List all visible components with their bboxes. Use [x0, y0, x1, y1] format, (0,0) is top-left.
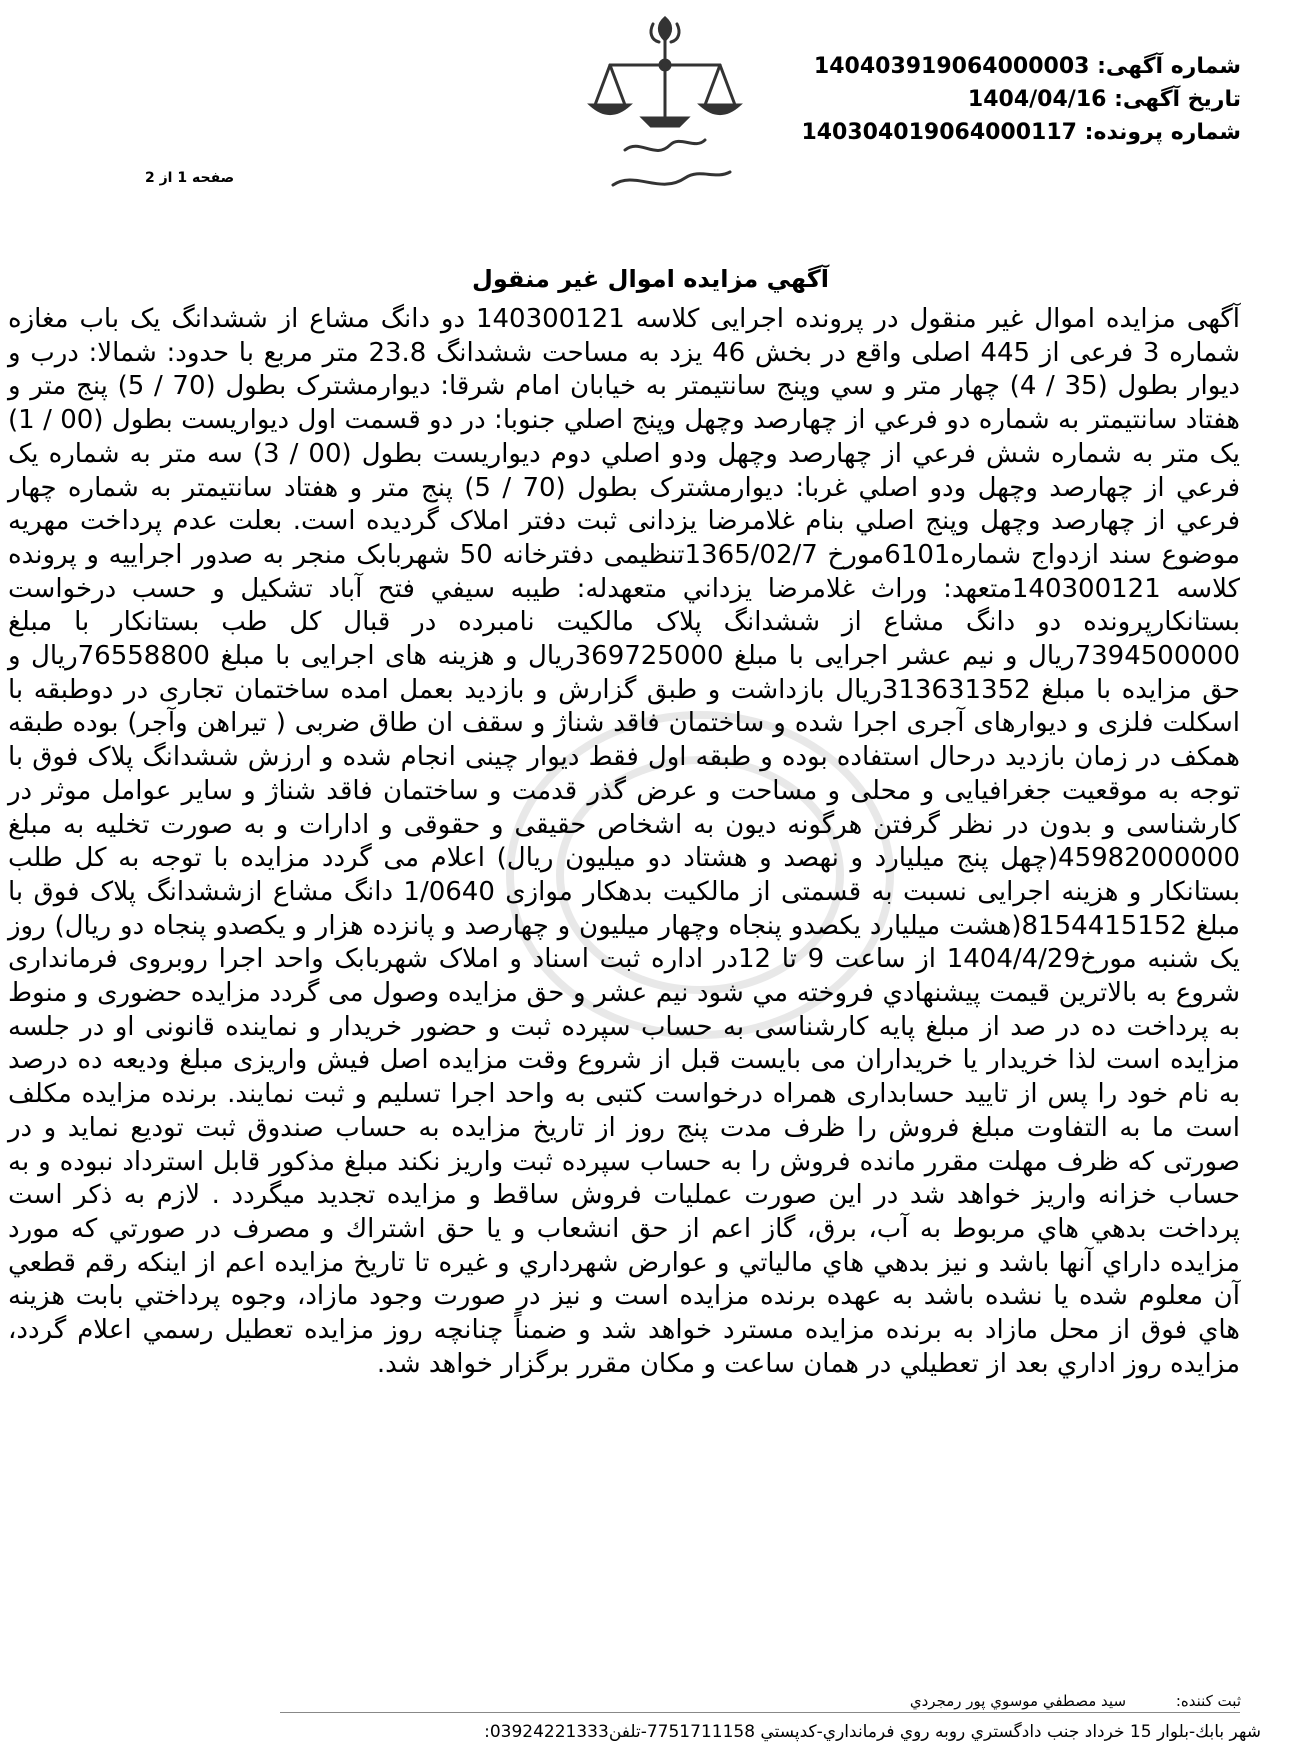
footer-address: شهر بابك-بلوار 15 خرداد جنب دادگستري روبه روي فرمانداري-كدپستي 7751711158-تلفن03924221333:	[484, 1722, 1261, 1742]
notice-number: 140403919064000003	[813, 54, 1090, 79]
notice-body: آگهی مزایده اموال غیر منقول در پرونده اجرایی کلاسه 140300121 دو دانگ مشاع از ششدانگ یک باب مغازه شماره 3 فرعی از 445 اصلی واقع در بخش 46 یزد به مساحت ششدانگ 23.8 متر مربع با حدود: شمالا: درب و دیوار بطول (35 / 4) چهار متر و سي وپنج سانتيمتر به خيابان امام شرقا: ديوارمشترک بطول (70 / 5) پنج متر و هفتاد سانتيمتر به شماره دو فرعي از چهارصد وچهل وپنج اصلي جنوبا: در دو قسمت اول ديواريست بطول (00 / 1) يک متر به شماره شش فرعي از چهارصد وچهل ودو اصلي دوم ديواريست بطول (00 / 3) سه متر به شماره يک فرعي از چهارصد وچهل ودو اصلي غربا: ديوارمشترک بطول (70 / 5) پنج متر و هفتاد سانتيمتر به شماره چهار فرعي از چهارصد وچهل وپنج اصلي بنام غلامرضا يزدانی ثبت دفتر املاک گرديده است. بعلت عدم پرداخت مهريه موضوع سند ازدواج شماره6101مورخ 1365/02/7تنظيمی دفترخانه 50 شهربابک منجر به صدور اجراييه و پرونده کلاسه 140300121متعهد: وراث غلامرضا يزداني متعهدله: طيبه سيفي فتح آباد تشکيل و حسب درخواست بستانکارپرونده دو دانگ مشاع از ششدانگ پلاک مالکيت نامبرده در قبال کل طب بستانکار با مبلغ 7394500000ريال و نيم عشر اجرايی با مبلغ 369725000ريال و هزينه های اجرايی با مبلغ 76558800ريال و حق مزايده با مبلغ 313631352ريال بازداشت و طبق گزارش و بازديد بعمل امده ساختمان تجاری در دوطبقه با اسکلت فلزی و ديوارهای آجری اجرا شده و ساختمان فاقد شناژ و سقف ان طاق ضربی ( تيراهن وآجر) بوده طبقه همکف در زمان بازديد درحال استفاده بوده و طبقه اول فقط ديوار چينی انجام شده و ارزش ششدانگ پلاک فوق با توجه به موقعيت جغرافيايی و محلی و مساحت و عرض گذر قدمت و ساختمان فاقد شناژ و ساير عوامل موثر در کارشناسی و بدون در نظر گرفتن هرگونه ديون به اشخاص حقيقی و حقوقی و ادارات و به صورت تخليه به مبلغ 45982000000(چهل پنج ميليارد و نهصد و هشتاد دو ميليون ريال) اعلام می گردد مزايده با توجه به کل طلب بستانکار و هزينه اجرايی نسبت به قسمتی از مالکيت بدهکار موازی 1/0640 دانگ مشاع ازششدانگ پلاک فوق با مبلغ 8154415152(هشت ميليارد يکصدو پنجاه وچهار ميليون و چهارصد و پانزده هزار و يکصدو پنجاه دو ريال) روز يک شنبه مورخ1404/4/29 از ساعت 9 تا 12در اداره ثبت اسناد و املاک شهربابک واحد اجرا روبروی فرمانداری شروع به بالاترين قيمت پيشنهادي فروخته مي شود نيم عشر و حق مزايده وصول می گردد مزايده حضوری و منوط به پرداخت ده در صد از مبلغ پايه کارشناسی به حساب سپرده ثبت و حضور خريدار و نماينده قانونی او در جلسه مزايده است لذا خريدار يا خريداران می بايست قبل از شروع وقت مزايده اصل فيش واريزی مبلغ وديعه ده درصد به نام خود را پس از تاييد حسابداری همراه درخواست کتبی به واحد اجرا تسليم و ثبت نمايند. برنده مزايده مکلف است ما به التفاوت مبلغ فروش را ظرف مدت پنج روز از تاريخ مزايده به حساب صندوق ثبت توديع نمايد و در صورتی که ظرف مهلت مقرر مانده فروش را به حساب سپرده ثبت واريز نکند مبلغ مذکور قابل استرداد نبوده و به حساب خزانه واريز خواهد شد در اين صورت عمليات فروش ساقط و مزايده تجديد ميگردد . لازم به ذکر است پرداخت بدهي هاي مربوط به آب، برق، گاز اعم از حق انشعاب و يا حق اشتراك و مصرف در صورتي كه مورد مزايده داراي آنها باشد و نيز بدهي هاي مالياتي و عوارض شهرداري و غيره تا تاريخ مزايده اعم از اينكه رقم قطعي آن معلوم شده يا نشده باشد به عهده برنده مزايده است و نيز در صورت وجود مازاد، وجوه پرداختي بابت هزينه هاي فوق از محل مازاد به برنده مزايده مسترد خواهد شد و ضمناً چنانچه روز مزايده تعطيل رسمي اعلام گردد، مزايده روز اداري بعد از تعطيلي در همان ساعت و مكان مقرر برگزار خواهد شد.	[8, 304, 1241, 1379]
notice-metadata	[801, 50, 1241, 149]
notice-date-label: تاریخ آگهی:	[1114, 87, 1241, 112]
registrar-name: سيد مصطفي موسوي پور رمجردي	[909, 1692, 1127, 1710]
judiciary-emblem-logo	[565, 10, 765, 225]
notice-number-label: شماره آگهی:	[1097, 54, 1241, 79]
notice-number-row	[801, 50, 1241, 83]
case-number-label: شماره پرونده:	[1084, 120, 1241, 145]
case-number-row	[801, 116, 1241, 149]
footer-divider	[280, 1712, 1240, 1713]
registrar-label: ثبت كننده:	[1175, 1692, 1241, 1710]
notice-date-row	[801, 83, 1241, 116]
document-title: آگهي مزايده اموال غير منقول	[472, 265, 829, 293]
case-number: 14030401906400011​7	[801, 120, 1077, 145]
notice-date: 1404/04/16	[967, 87, 1107, 112]
registrar-row	[910, 1692, 1241, 1710]
page-indicator: صفحه 1 از 2	[145, 170, 235, 186]
